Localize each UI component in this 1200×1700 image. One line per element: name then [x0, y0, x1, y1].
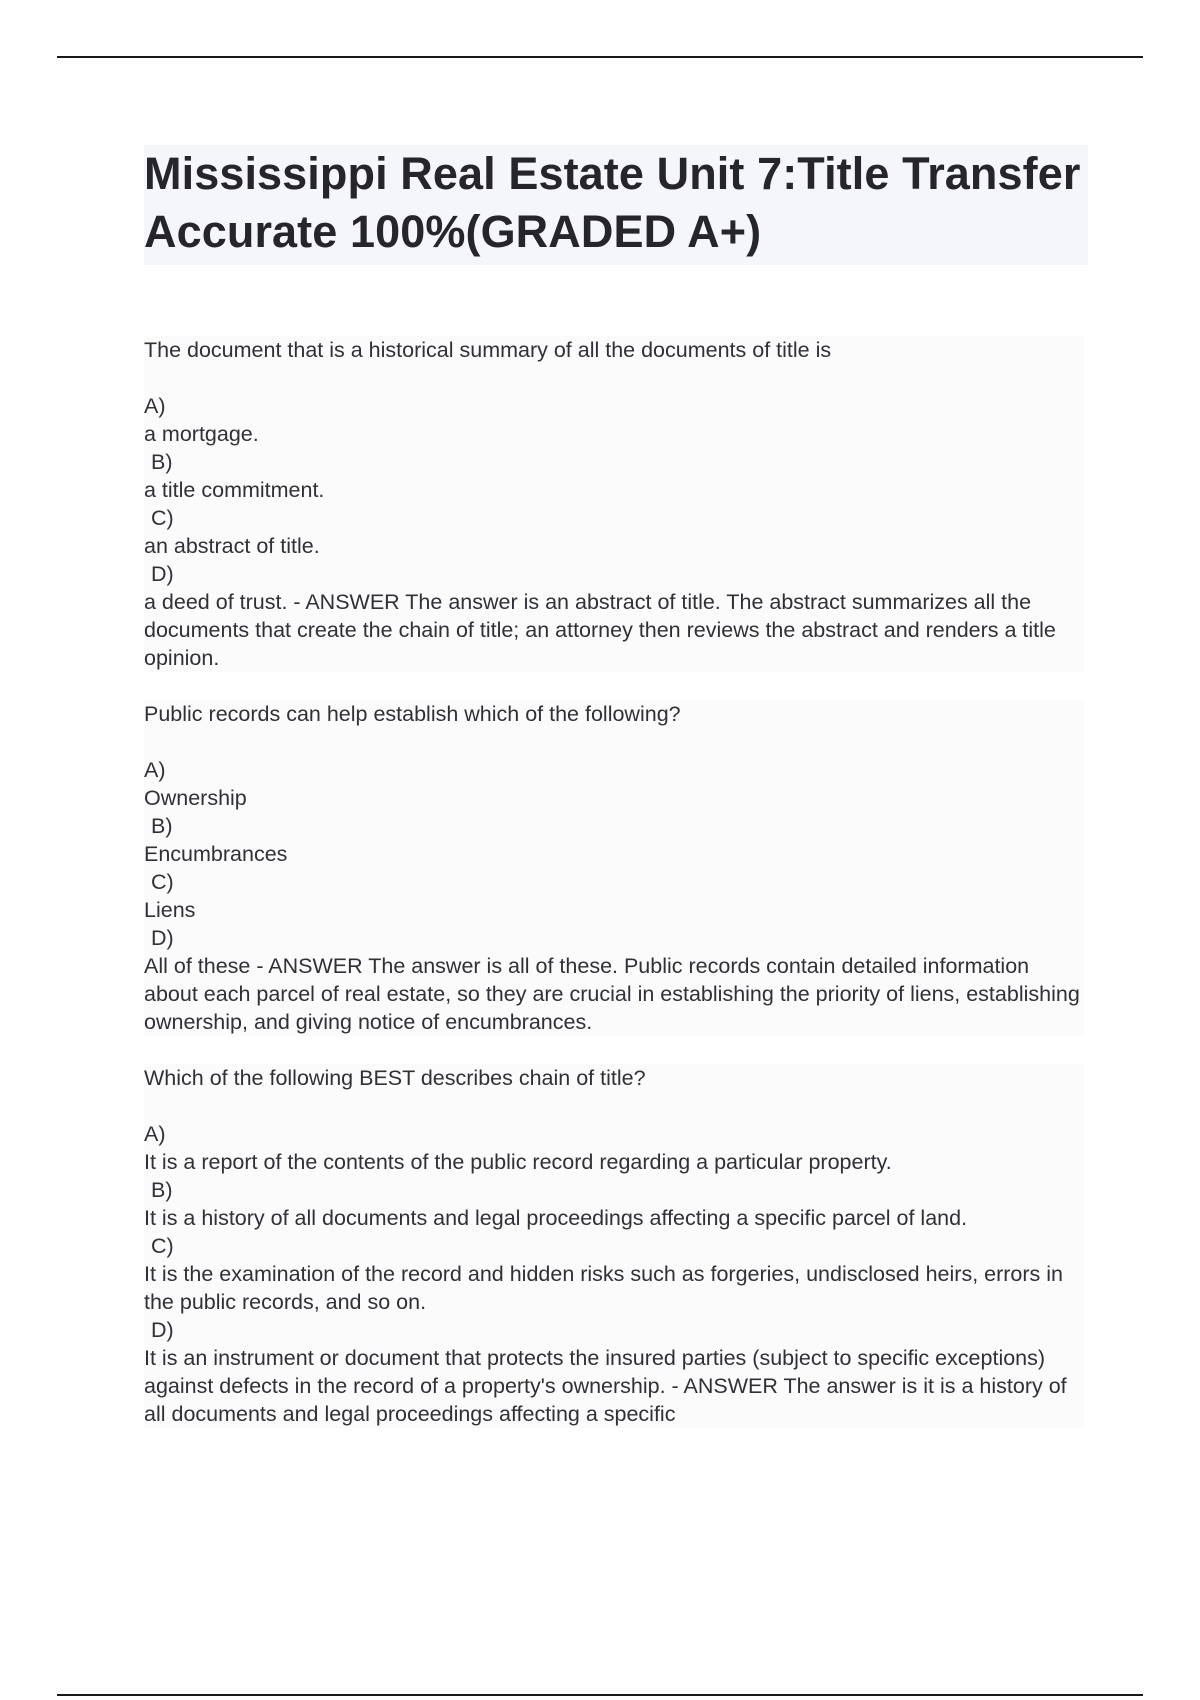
option-c — [144, 1232, 1084, 1316]
question-block-3 — [144, 1064, 1084, 1428]
option-b — [144, 448, 1084, 504]
option-a — [144, 1120, 1084, 1176]
option-text: It is the examination of the record and hidden risks such as forgeries, undisclosed heirs, errors in the public records, and so on. — [144, 1262, 1063, 1314]
question-block-2 — [144, 700, 1084, 1036]
option-letter: A) — [144, 1122, 166, 1146]
option-letter: B) — [151, 1178, 173, 1202]
document-body — [144, 336, 1084, 1428]
option-text: It is an instrument or document that protects the insured parties (subject to specific exceptions) against defects in the record of a property's ownership. - ANSWER The answer is it is a history of all documents and legal proceedings affecting a specific — [144, 1346, 1067, 1426]
option-letter: B) — [151, 450, 173, 474]
option-letter: D) — [151, 926, 174, 950]
spacer — [144, 1036, 1084, 1064]
option-letter: D) — [151, 1318, 174, 1342]
option-letter: D) — [151, 562, 174, 586]
bottom-rule — [57, 1694, 1143, 1696]
title-block — [144, 145, 1088, 265]
option-c — [144, 868, 1084, 924]
option-text: a title commitment. — [144, 478, 325, 502]
option-letter: B) — [151, 814, 173, 838]
option-text: a deed of trust. - ANSWER The answer is an abstract of title. The abstract summarizes all the documents that create the chain of title; an attorney then reviews the abstract and renders a title opinion. — [144, 590, 1056, 670]
top-rule — [57, 56, 1143, 58]
option-text: It is a report of the contents of the public record regarding a particular property. — [144, 1150, 892, 1174]
option-text: All of these - ANSWER The answer is all of these. Public records contain detailed information about each parcel of real estate, so they are crucial in establishing the priority of liens, establishing ownership, and giving notice of encumbrances. — [144, 954, 1080, 1034]
option-c — [144, 504, 1084, 560]
option-a — [144, 392, 1084, 448]
spacer — [144, 672, 1084, 700]
option-text: an abstract of title. — [144, 534, 320, 558]
option-text: Liens — [144, 898, 196, 922]
option-b — [144, 812, 1084, 868]
option-d — [144, 560, 1084, 672]
option-text: a mortgage. — [144, 422, 259, 446]
question-text: Public records can help establish which of the following? — [144, 702, 681, 726]
option-d — [144, 1316, 1084, 1428]
option-letter: A) — [144, 394, 166, 418]
document-title: Mississippi Real Estate Unit 7:Title Transfer Accurate 100%(GRADED A+) — [144, 148, 1081, 257]
option-letter: C) — [151, 1234, 174, 1258]
option-b — [144, 1176, 1084, 1232]
option-a — [144, 756, 1084, 812]
option-letter: A) — [144, 758, 166, 782]
option-text: Ownership — [144, 786, 247, 810]
option-letter: C) — [151, 870, 174, 894]
question-block-1 — [144, 336, 1084, 672]
question-text: The document that is a historical summary of all the documents of title is — [144, 338, 832, 362]
option-text: Encumbrances — [144, 842, 288, 866]
option-d — [144, 924, 1084, 1036]
option-letter: C) — [151, 506, 174, 530]
option-text: It is a history of all documents and legal proceedings affecting a specific parcel of land. — [144, 1206, 968, 1230]
question-text: Which of the following BEST describes chain of title? — [144, 1066, 646, 1090]
